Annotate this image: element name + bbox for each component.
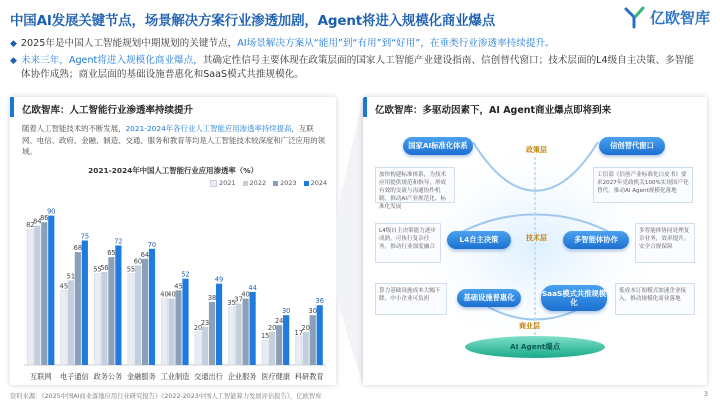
- bar-2021-7: [262, 340, 268, 365]
- bar-2021-2: [94, 274, 100, 365]
- bullet-1-text: 2025年是中国人工智能规划中期规划的关键节点，: [20, 38, 238, 49]
- data-label-2024-0: 90: [47, 207, 56, 216]
- category-label-4: 工业制造: [160, 372, 190, 381]
- bullet-diamond-icon: ◆: [10, 56, 17, 66]
- bar-2022-6: [236, 304, 242, 365]
- legend-item-2021: [210, 179, 236, 187]
- bar-2024-3: [149, 249, 155, 365]
- page-title: 中国AI发展关键节点，场景解决方案行业渗透加剧，Agent将进入规模化商业爆点: [10, 13, 496, 29]
- left-panel-description: [22, 123, 327, 158]
- note-saas: 低成本订阅模式加速企业接入，推动规模化商业落地: [615, 283, 695, 315]
- note-l4: L4级自主决策能力逐步成熟，可执行复杂任务，推动行业深度融合: [375, 223, 441, 263]
- bar-2023-4: [175, 290, 181, 365]
- right-panel-heading: 亿欧智库：多驱动因素下，AI Agent商业爆点即将到来: [375, 105, 612, 116]
- data-label-2022-4: 40: [167, 290, 176, 299]
- bullet-2: [10, 54, 700, 82]
- bar-2024-6: [250, 292, 256, 365]
- data-label-2021-4: 40: [160, 290, 169, 299]
- category-label-5: 交通出行: [194, 372, 223, 381]
- bar-2021-3: [128, 274, 134, 365]
- bar-2024-7: [283, 315, 289, 365]
- category-label-1: 电子通信: [59, 372, 89, 381]
- panel-connector: [336, 97, 363, 385]
- brand-logo-icon: [623, 5, 647, 29]
- data-label-2024-4: 52: [181, 270, 190, 279]
- bullet-1: [10, 37, 700, 51]
- data-label-2024-7: 30: [281, 307, 291, 316]
- node-national-ai-standard: 国家AI标准化体系: [403, 137, 473, 155]
- data-label-2021-0: 82: [26, 220, 35, 229]
- penetration-bar-chart: [10, 189, 336, 385]
- data-label-2022-2: 56: [100, 264, 109, 273]
- chart-legend: [210, 179, 327, 187]
- bar-2021-0: [27, 229, 33, 365]
- category-label-6: 企业服务: [227, 372, 257, 381]
- data-label-2024-3: 70: [147, 240, 157, 249]
- bar-2023-7: [276, 325, 282, 365]
- data-label-2023-6: 40: [241, 290, 250, 299]
- note-infrastructure: 算力基础设施成本大幅下降，中小企业可负担: [375, 283, 447, 315]
- legend-item-2023: [273, 179, 297, 187]
- data-label-2021-2: 55: [93, 265, 102, 274]
- bar-2022-0: [34, 226, 40, 365]
- data-label-2024-5: 49: [214, 275, 224, 284]
- category-label-0: 互联网: [29, 372, 52, 381]
- data-label-2024-6: 44: [248, 283, 257, 292]
- bar-2023-2: [108, 257, 114, 365]
- legend-label: 2022: [249, 179, 267, 187]
- desc-post: 互联网、电信、政府、金融、制造、交通、服务和教育等均是人工智能技术较深度和广泛应用的领域。: [22, 124, 326, 156]
- layer-policy-label: 政策层: [526, 146, 547, 154]
- category-label-8: 科研教育: [294, 372, 324, 381]
- data-label-2023-8: 30: [308, 307, 317, 316]
- bar-2021-5: [195, 332, 201, 365]
- legend-swatch: [273, 181, 278, 186]
- layer-tech-label: 技术层: [526, 234, 547, 242]
- data-label-2022-6: 37: [234, 295, 243, 304]
- desc-highlight: 2021-2024年各行业人工智能应用渗透率持续提高，: [125, 124, 299, 133]
- bar-2021-8: [296, 337, 302, 365]
- bar-2024-4: [182, 279, 188, 365]
- node-l4-autonomy: L4自主决策: [447, 231, 511, 249]
- legend-label: 2023: [280, 179, 297, 187]
- bullet-1-highlight: AI场景解决方案从“能用”到“有用”到“好用”，在垂类行业渗透率持续提升。: [237, 38, 555, 49]
- bullet-2-text: 其确定性信号主要体现在政策层面的国家人工智能产业建设指南、信创替代窗口；技术层面的L4级自主决策、多智能体协作成熟；商业层面的基础设施普惠化和SaaS模式共推规模化。: [20, 55, 694, 80]
- page-number: 3: [703, 391, 708, 398]
- bar-2022-1: [68, 280, 74, 365]
- bar-2024-0: [48, 216, 54, 365]
- bar-2023-5: [209, 302, 215, 365]
- panel-accent-bar: [10, 97, 14, 117]
- data-label-2023-5: 38: [207, 293, 217, 302]
- node-agent-burst: AI Agent爆点: [510, 342, 560, 351]
- bar-2021-4: [161, 299, 167, 365]
- bar-2023-3: [142, 259, 148, 365]
- summary-bullets: [10, 37, 700, 85]
- bar-2022-5: [202, 327, 208, 365]
- bar-2022-3: [135, 265, 141, 365]
- data-label-2022-3: 60: [133, 257, 143, 266]
- note-standard: 加快构建标准体系，为技术应用提供规范和指导，形成有效的交流与沟通协作机制，推动AI产业规范化、标准化发展: [375, 167, 455, 203]
- bar-2022-2: [101, 272, 107, 365]
- data-label-2021-3: 55: [126, 265, 136, 274]
- bar-2023-1: [75, 252, 81, 365]
- bar-2022-4: [168, 299, 174, 365]
- note-xinchuang: 工信部《信创产业标准化白皮书》要求2027年党政机关100%实现国产化替代，推动AI Agent规模化落地: [593, 167, 693, 203]
- data-label-2022-5: 23: [200, 318, 210, 327]
- data-label-2024-1: 75: [80, 232, 90, 241]
- node-saas-scale: SaaS模式共推规模化: [541, 285, 607, 311]
- data-label-2023-4: 45: [174, 282, 183, 291]
- category-label-7: 医疗健康: [261, 372, 291, 381]
- data-label-2022-7: 20: [267, 323, 277, 332]
- data-label-2024-2: 72: [114, 237, 123, 246]
- chart-title: 2021-2024年中国人工智能行业应用渗透率（%）: [88, 166, 258, 175]
- bar-2021-6: [229, 307, 235, 365]
- layer-biz-label: 商业层: [519, 322, 540, 330]
- bar-2024-5: [216, 284, 222, 365]
- legend-swatch: [210, 180, 217, 187]
- left-panel-heading: 亿欧智库：人工智能行业渗透率持续提升: [22, 105, 194, 116]
- bar-2022-8: [303, 332, 309, 365]
- data-label-2021-8: 17: [294, 328, 303, 337]
- bar-2024-2: [115, 245, 121, 365]
- bar-2023-8: [310, 315, 316, 365]
- data-label-2022-0: 84: [33, 217, 42, 226]
- brand-logo: [623, 5, 710, 29]
- penetration-panel: [10, 97, 336, 385]
- bullet-2-highlight: 未来三年，Agent将进入规模化商业爆点，: [20, 55, 203, 66]
- data-label-2023-2: 65: [107, 249, 116, 258]
- data-label-2022-1: 51: [66, 272, 76, 281]
- bullet-diamond-icon: ◆: [10, 39, 17, 49]
- data-label-2022-8: 20: [301, 323, 310, 332]
- data-label-2021-1: 45: [59, 282, 69, 291]
- bar-2024-8: [317, 305, 323, 365]
- node-multi-agent: 多智能体协作: [563, 231, 629, 249]
- bar-2023-0: [41, 222, 47, 365]
- data-label-2023-7: 24: [274, 317, 284, 326]
- data-label-2021-6: 35: [227, 298, 236, 307]
- legend-swatch: [304, 181, 309, 186]
- data-label-2023-1: 68: [73, 244, 83, 253]
- note-multi-agent: 多智能体协同处理复杂业务，效率提升，安全合规保障: [635, 223, 695, 263]
- legend-item-2024: [304, 179, 328, 187]
- category-label-2: 政务公务: [93, 372, 123, 381]
- node-infrastructure: 基础设施普惠化: [457, 289, 521, 307]
- legend-item-2022: [243, 179, 267, 187]
- legend-label: 2021: [219, 179, 236, 187]
- desc-pre: 随着人工智能技术的不断发展，: [22, 124, 126, 133]
- node-xinchuang-window: 信创替代窗口: [599, 137, 665, 155]
- source-footnote: 资料来源：《2025中国AI商业落地应用行业研究报告》《2022-2023中国人工智能算力发展评估报告》，亿欧智库: [10, 393, 322, 400]
- bar-2024-1: [82, 241, 88, 366]
- bar-2023-6: [243, 299, 249, 365]
- data-label-2021-7: 15: [260, 332, 270, 341]
- data-label-2024-8: 36: [315, 297, 324, 306]
- data-label-2021-5: 20: [193, 323, 203, 332]
- brand-logo-text: 亿欧智库: [649, 8, 710, 27]
- bar-2021-1: [61, 290, 67, 365]
- legend-label: 2024: [310, 179, 328, 187]
- data-label-2023-0: 86: [40, 214, 49, 223]
- agent-drivers-panel: [363, 97, 707, 385]
- category-label-3: 金融服务: [127, 372, 156, 381]
- legend-swatch: [243, 181, 248, 186]
- bar-2022-7: [269, 332, 275, 365]
- data-label-2023-3: 64: [140, 250, 150, 259]
